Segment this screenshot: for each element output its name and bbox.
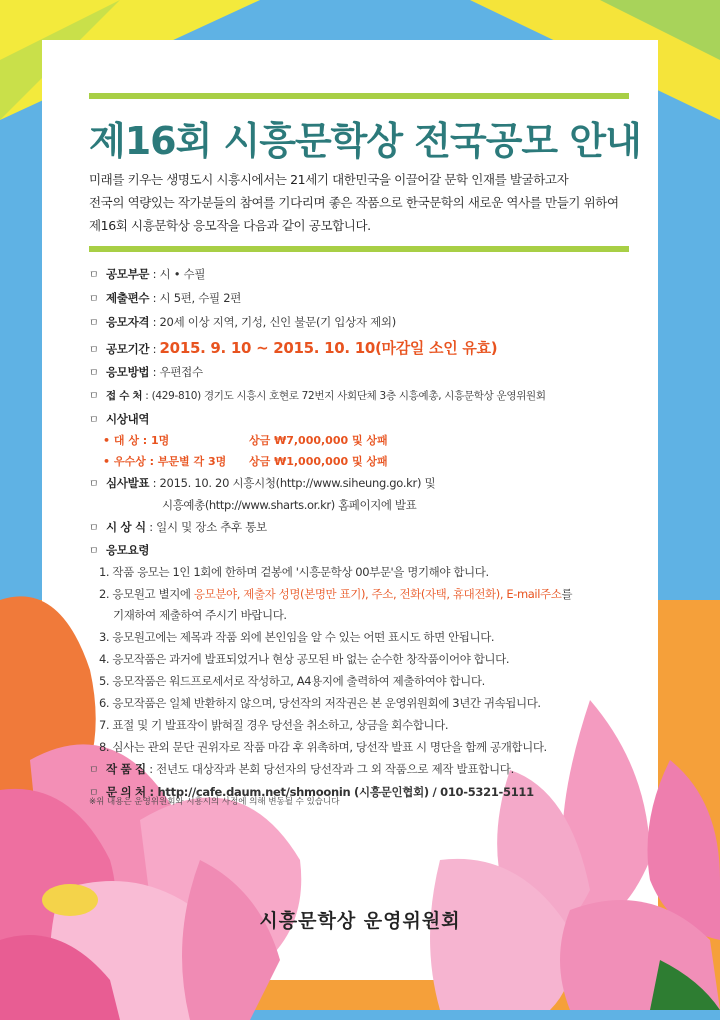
guide-line: 8. 심사는 관외 문단 권위자로 작품 마감 후 위촉하며, 당선작 발표 시 명단을 함께 공개합니다. bbox=[99, 740, 547, 754]
intro-line: 미래를 키우는 생명도시 시흥시에서는 21세기 대한민국을 이끌어갈 문학 인재를 발굴하고자 bbox=[89, 172, 569, 187]
award-grand-name: • 대 상 : 1명 bbox=[103, 434, 170, 447]
bullet-icon: ㅁ bbox=[89, 546, 99, 557]
bullet-icon: ㅁ bbox=[89, 345, 99, 356]
bullet-icon: ㅁ bbox=[89, 765, 99, 776]
guide-line: 7. 표절 및 기 발표작이 밝혀질 경우 당선을 취소하고, 상금을 회수합니다. bbox=[99, 718, 449, 732]
guide-line: 5. 응모작품은 워드프로세서로 작성하고, A4용지에 출력하여 제출하여야 합니다. bbox=[99, 674, 485, 688]
bullet-icon: ㅁ bbox=[89, 270, 99, 281]
item-awards: ㅁ 시상내역 bbox=[89, 412, 150, 426]
item-address: ㅁ 접 수 처 : (429-810) 경기도 시흥시 호현로 72번지 사회단체 3층 시흥예총, 시흥문학상 운영위원회 bbox=[89, 387, 546, 403]
award-grand-prize: 상금 ₩7,000,000 및 상패 bbox=[249, 434, 388, 447]
bullet-icon: ㅁ bbox=[89, 391, 99, 402]
item-announce: ㅁ 심사발표 : 2015. 10. 20 시흥시청(http://www.siheung.go.kr) 및 bbox=[89, 476, 436, 490]
organizer-name: 시흥문학상 운영위원회 bbox=[259, 910, 461, 932]
guide-line: 기재하여 제출하여 주시기 바랍니다. bbox=[113, 608, 287, 622]
guide-line: 4. 응모작품은 과거에 발표되었거나 현상 공모된 바 없는 순수한 창작품이어야 합니다. bbox=[99, 652, 510, 666]
item-category: ㅁ 공모부문 : 시 • 수필 bbox=[89, 267, 206, 281]
bullet-icon: ㅁ bbox=[89, 415, 99, 426]
guide-line: 3. 응모원고에는 제목과 작품 외에 본인임을 알 수 있는 어떤 표시도 하면 안됩니다. bbox=[99, 630, 495, 644]
announce-line-2: 시흥예총(http://www.sharts.or.kr) 홈페이지에 발표 bbox=[162, 498, 417, 512]
item-method: ㅁ 응모방법 : 우편접수 bbox=[89, 365, 203, 379]
intro-text bbox=[89, 168, 649, 237]
guide-line: 2. 응모원고 별지에 응모분야, 제출자 성명(본명만 표기), 주소, 전화(자택, 휴대전화), E-mail주소를 bbox=[99, 587, 573, 601]
item-count: ㅁ 제출편수 : 시 5편, 수필 2편 bbox=[89, 291, 242, 305]
item-guide: ㅁ 응모요령 bbox=[89, 543, 150, 557]
award-excellence-prize: 상금 ₩1,000,000 및 상패 bbox=[249, 455, 388, 468]
bullet-icon: ㅁ bbox=[89, 523, 99, 534]
top-rule bbox=[89, 93, 629, 99]
footnote: ※위 내용은 운영위원회와 시흥시의 사정에 의해 변동될 수 있습니다 bbox=[89, 797, 340, 807]
bullet-icon: ㅁ bbox=[89, 368, 99, 379]
item-period: ㅁ 공모기간 : 2015. 9. 10 ~ 2015. 10. 10(마감일 소인 유효) bbox=[89, 339, 498, 357]
intro-line: 전국의 역량있는 작가분들의 참여를 기다리며 좋은 작품으로 한국문학의 새로운 역사를 만들기 위하여 bbox=[89, 195, 619, 210]
item-ceremony: ㅁ 시 상 식 : 일시 및 장소 추후 통보 bbox=[89, 520, 267, 534]
item-collection: ㅁ 작 품 집 : 전년도 대상작과 본회 당선자의 당선작과 그 외 작품으로 제작 발표합니다. bbox=[89, 762, 514, 776]
guide-line: 6. 응모작품은 일체 반환하지 않으며, 당선작의 저작권은 본 운영위원회에 3년간 귀속됩니다. bbox=[99, 696, 541, 710]
bullet-icon: ㅁ bbox=[89, 788, 99, 799]
page-title: 제16회 시흥문학상 전국공모 안내 bbox=[89, 119, 641, 163]
bullet-icon: ㅁ bbox=[89, 479, 99, 490]
mid-rule bbox=[89, 246, 629, 252]
lotus-right-icon bbox=[420, 680, 720, 1010]
bullet-icon: ㅁ bbox=[89, 318, 99, 329]
item-contact: ㅁ 문 의 처 : http://cafe.daum.net/shmoonin (시흥문인협회) / 010-5321-5111 bbox=[89, 785, 534, 799]
guide-line: 1. 작품 응모는 1인 1회에 한하며 겉봉에 '시흥문학상 00부문'을 명기해야 합니다. bbox=[99, 565, 489, 579]
bullet-icon: ㅁ bbox=[89, 294, 99, 305]
award-excellence-name: • 우수상 : 부문별 각 3명 bbox=[103, 455, 227, 468]
intro-line: 제16회 시흥문학상 응모작을 다음과 같이 공모합니다. bbox=[89, 218, 371, 233]
item-eligibility: ㅁ 응모자격 : 20세 이상 지역, 기성, 신인 불문(기 입상자 제외) bbox=[89, 315, 396, 329]
